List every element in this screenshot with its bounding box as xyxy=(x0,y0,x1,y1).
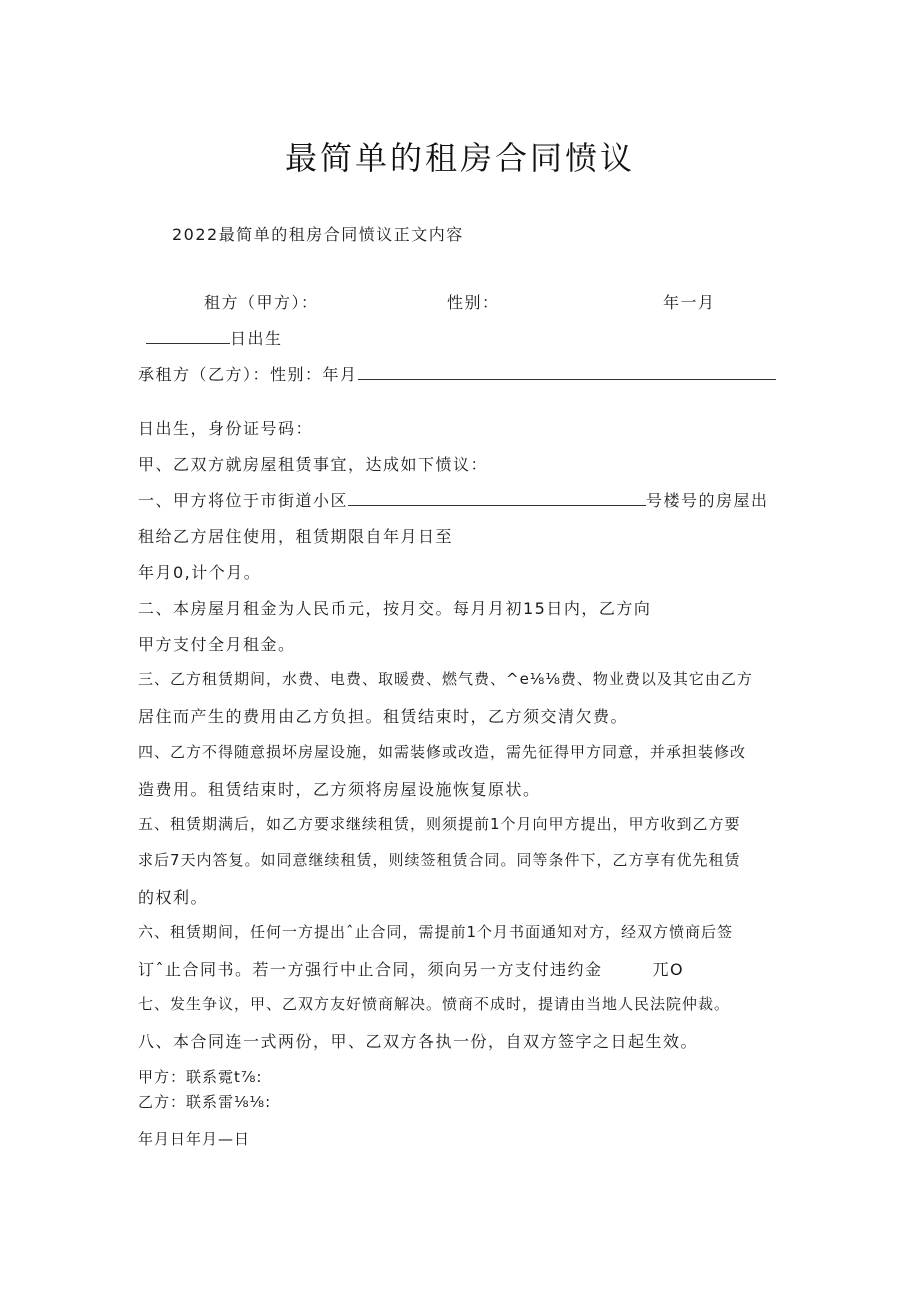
intro-text: 甲、乙双方就房屋租赁事宜，达成如下愤议： xyxy=(138,455,489,474)
clause-1-end: 号楼号的房屋出 xyxy=(646,491,769,510)
clause-1-line-3: 年月0,计个月。 xyxy=(138,563,262,582)
blank-underline xyxy=(146,329,230,344)
clause-6-line-2-start: 订ˆ止合同书。若一方强行中止合同，须向另一方支付违约金 xyxy=(138,960,603,979)
party-a-gender: 性别： xyxy=(447,293,500,312)
clause-6-line-2 xyxy=(138,957,684,980)
clause-1-line-2: 租给乙方居住使用，租赁期限自年月日至 xyxy=(138,527,454,546)
clause-6-line-1: 六、租赁期间，任何一方提出ˆ止合同，需提前1个月书面通知对方，经双方愤商后签 xyxy=(138,923,734,941)
clause-7: 七、发生争议，甲、乙双方友好愤商解决。愤商不成时，提请由当地人民法院仲裁。 xyxy=(138,995,731,1013)
party-a-birth-row xyxy=(146,326,283,349)
document-title: 最简单的租房合同愤议 xyxy=(284,139,635,177)
clause-6-line-2-end: 兀O xyxy=(652,960,685,979)
clause-2-line-2: 甲方支付全月租金。 xyxy=(138,635,296,654)
clause-1-line-1 xyxy=(138,488,769,511)
clause-8: 八、本合同连一式两份，甲、乙双方各执一份，自双方签字之日起生效。 xyxy=(138,1032,699,1051)
signature-party-b: 乙方：联系雷⅛⅛: xyxy=(138,1093,272,1111)
clause-3-line-2: 居住而产生的费用由乙方负担。租赁结束时，乙方须交清欠费。 xyxy=(138,707,629,726)
clause-1-start: 一、甲方将位于市街道小区 xyxy=(138,491,349,510)
date-line: 年月日年月—日 xyxy=(138,1130,251,1148)
blank-underline xyxy=(358,365,776,380)
clause-5-line-1: 五、租赁期满后，如乙方要求继续租赁，则须提前1个月向甲方提出，甲方收到乙方要 xyxy=(138,815,741,833)
clause-5-line-2: 求后7天内答复。如同意继续租赁，则续签租赁合同。同等条件下，乙方享有优先租赁 xyxy=(138,851,741,869)
party-a-birth: 日出生 xyxy=(230,329,283,348)
clause-4-line-1: 四、乙方不得随意损坏房屋设施，如需装修或改造，需先征得甲方同意，并承担装修改 xyxy=(138,743,747,761)
clause-3-line-1: 三、乙方租赁期间，水费、电费、取暖费、燃气费、^e⅛⅛费、物业费以及其它由乙方 xyxy=(138,670,753,688)
party-b-row xyxy=(138,362,776,385)
party-a-label: 租方（甲方）： xyxy=(204,293,319,312)
document-subtitle: 2022最简单的租房合同愤议正文内容 xyxy=(172,225,464,244)
party-b-line: 承租方（乙方）：性别：年月 xyxy=(138,365,358,384)
clause-4-line-2: 造费用。租赁结束时，乙方须将房屋设施恢复原状。 xyxy=(138,780,541,799)
blank-underline xyxy=(348,491,646,506)
clause-5-line-3: 的权利。 xyxy=(138,888,209,907)
clause-2-line-1: 二、本房屋月租金为人民币元，按月交。每月月初15日内，乙方向 xyxy=(138,599,652,618)
party-b-id: 日出生，身份证号码： xyxy=(138,419,314,438)
party-a-year-month: 年一月 xyxy=(663,293,716,312)
signature-party-a: 甲方：联系霓t⅞: xyxy=(138,1068,263,1086)
